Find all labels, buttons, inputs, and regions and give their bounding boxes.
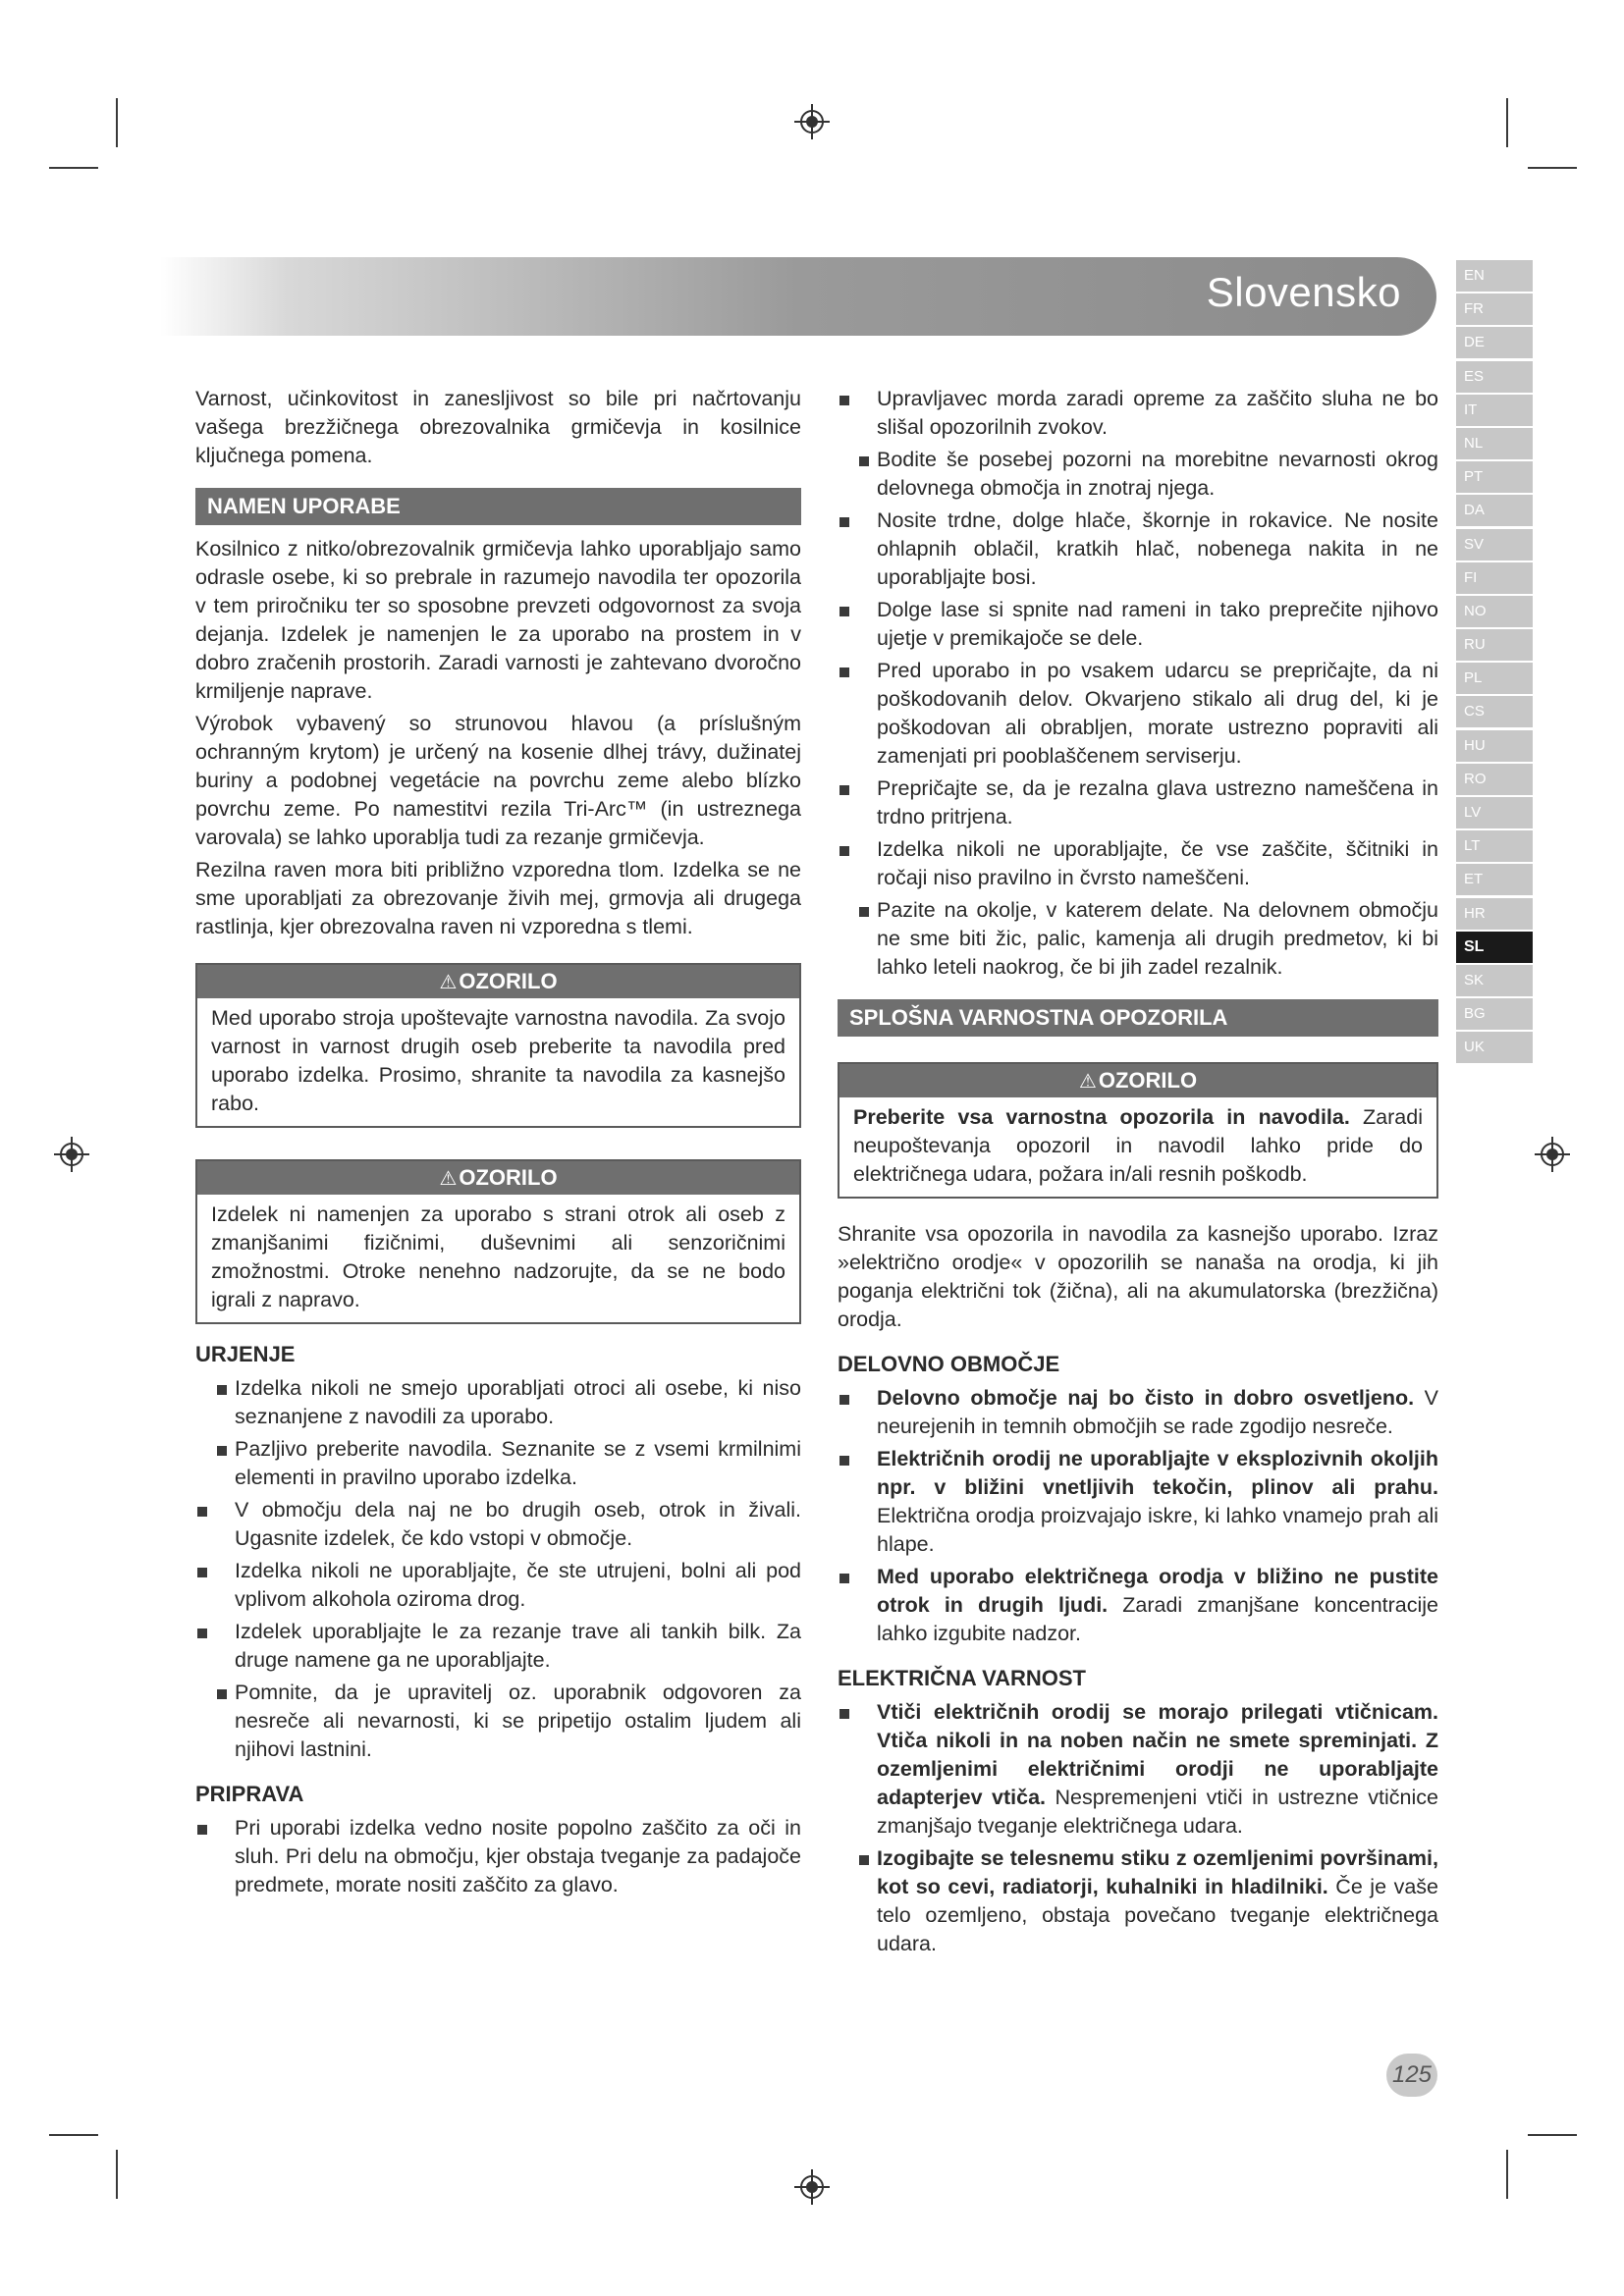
language-tab-sk[interactable]: SK	[1456, 965, 1533, 996]
language-header-bar	[160, 257, 1436, 336]
language-tab-bg[interactable]: BG	[1456, 998, 1533, 1030]
crop-mark	[1506, 98, 1508, 147]
list-item: Bodite še posebej pozorni na morebitne nevarnosti okrog delovnega območja in znotraj njega.	[838, 446, 1438, 503]
list-item	[838, 1698, 1438, 1841]
language-tab-lt[interactable]: LT	[1456, 830, 1533, 862]
list-item: Nosite trdne, dolge hlače, škornje in rokavice. Ne nosite ohlapnih oblačil, kratkih hlač, nobenega nakita in ne uporabljajte bosi.	[838, 507, 1438, 592]
list-item: Pomnite, da je upravitelj oz. uporabnik odgovoren za nesreče ali nevarnosti, ki se pripetijo ostalim ljudem ali njihovi lastnini.	[195, 1679, 801, 1764]
list-item: Pazljivo preberite navodila. Seznanite se z vsemi krmilnimi elementi in pravilno uporabo izdelka.	[195, 1435, 801, 1492]
registration-mark-icon	[1535, 1137, 1570, 1172]
crop-mark	[49, 167, 98, 169]
subheading: DELOVNO OBMOČJE	[838, 1352, 1060, 1376]
list-item: Pred uporabo in po vsakem udarcu se prepričajte, da ni poškodovanih delov. Okvarjeno stikalo ali drug del, ki je poškodovan ali obrabljen, morate ustrezno popraviti ali zamenjati pri pooblaščenem serviserju.	[838, 657, 1438, 771]
warning-text: Izdelek ni namenjen za uporabo s strani otrok ali oseb z zmanjšanimi fizičnimi, duševnimi ali senzoričnimi zmožnostmi. Otroke nenehno nadzorujte, da se ne bodo igrali z napravo.	[211, 1202, 785, 1311]
list-item-bold: Vtiči električnih orodij se morajo prilegati vtičnicam. Vtiča nikoli in na noben način ne smete spreminjati. Z ozemljenimi električnimi orodji ne uporabljajte adapterjev vtiča.	[877, 1700, 1438, 1809]
page-title: Slovensko	[1206, 269, 1401, 315]
page-number: 125	[1386, 2054, 1437, 2097]
section-heading: SPLOŠNA VARNOSTNA OPOZORILA	[838, 999, 1438, 1037]
list-item: Prepričajte se, da je rezalna glava ustrezno nameščena in trdno pritrjena.	[838, 774, 1438, 831]
list-item	[838, 1844, 1438, 1958]
warning-text	[839, 1097, 1436, 1197]
language-tab-fi[interactable]: FI	[1456, 562, 1533, 594]
list-item-text: Zaradi zmanjšane koncentracije lahko izgubite nadzor.	[877, 1593, 1439, 1645]
list-item: Izdelka nikoli ne uporabljajte, če ste utrujeni, bolni ali pod vplivom alkohola oziroma drog.	[195, 1557, 801, 1614]
list-item: Izdelka nikoli ne smejo uporabljati otroci ali osebe, ki niso seznanjene z navodili za uporabo.	[195, 1374, 801, 1431]
language-tab-pt[interactable]: PT	[1456, 461, 1533, 493]
list-item: Izdelka nikoli ne uporabljajte, če vse zaščite, ščitniki in ročaji niso pravilno in čvrsto nameščeni.	[838, 835, 1438, 892]
warning-box	[195, 963, 801, 1128]
list-item: Pri uporabi izdelka vedno nosite popolno zaščito za oči in sluh. Pri delu na območju, kjer obstaja tveganje za padajoče predmete, morate nositi zaščito za glavo.	[195, 1814, 801, 1899]
subheading: URJENJE	[195, 1342, 296, 1366]
list-item	[838, 1563, 1438, 1648]
warning-heading	[197, 965, 799, 998]
list-item: Izdelek uporabljajte le za rezanje trave ali tankih bilk. Za druge namene ga ne uporabljajte.	[195, 1618, 801, 1675]
language-tab-da[interactable]: DA	[1456, 495, 1533, 526]
warning-bold-text: Preberite vsa varnostna opozorila in navodila.	[853, 1105, 1350, 1129]
list-item	[838, 1445, 1438, 1559]
subheading: PRIPRAVA	[195, 1782, 304, 1806]
crop-mark	[1506, 2150, 1508, 2199]
language-tab-no[interactable]: NO	[1456, 596, 1533, 627]
list-item: V območju dela naj ne bo drugih oseb, otrok in živali. Ugasnite izdelek, če kdo vstopi v območje.	[195, 1496, 801, 1553]
list-item-text: V neurejenih in temnih območjih se rade zgodijo nesreče.	[877, 1386, 1438, 1438]
language-tab-cs[interactable]: CS	[1456, 696, 1533, 727]
subheading: ELEKTRIČNA VARNOST	[838, 1666, 1086, 1690]
general-paragraph: Shranite vsa opozorila in navodila za kasnejšo uporabo. Izraz »električno orodje« v opozorilih se nanaša na orodja, ki jih poganja električni tok (žična), ali na akumulatorska (brezžična) orodja.	[838, 1222, 1438, 1331]
list-item-bold: Električnih orodij ne uporabljajte v eksplozivnih okoljih npr. v bližini vnetljivih tekočin, plinov ali prahu.	[877, 1447, 1438, 1499]
section-heading: NAMEN UPORABE	[195, 488, 801, 525]
list-item-text: Če je vaše telo ozemljeno, obstaja povečano tveganje električnega udara.	[877, 1875, 1438, 1955]
list-item-bold: Delovno območje naj bo čisto in dobro osvetljeno.	[877, 1386, 1415, 1410]
language-tab-sv[interactable]: SV	[1456, 529, 1533, 561]
language-tab-en[interactable]: EN	[1456, 260, 1533, 292]
language-tab-it[interactable]: IT	[1456, 395, 1533, 426]
language-tab-de[interactable]: DE	[1456, 327, 1533, 358]
language-tab-fr[interactable]: FR	[1456, 294, 1533, 325]
left-column	[195, 385, 801, 1903]
crop-mark	[116, 98, 118, 147]
warning-heading	[197, 1161, 799, 1195]
warning-rest-text: Zaradi neupoštevanja opozoril in navodil lahko pride do električnega udara, požara in/ali resnih poškodb.	[853, 1105, 1423, 1186]
crop-mark	[1528, 167, 1577, 169]
crop-mark	[49, 2134, 98, 2136]
list-item	[838, 1384, 1438, 1441]
language-tab-es[interactable]: ES	[1456, 361, 1533, 393]
language-tab-hu[interactable]: HU	[1456, 730, 1533, 762]
language-tab-et[interactable]: ET	[1456, 864, 1533, 895]
crop-mark	[1528, 2134, 1577, 2136]
warning-title: OZORILO	[459, 1165, 558, 1190]
warning-box	[195, 1159, 801, 1324]
registration-mark-icon	[54, 1137, 89, 1172]
language-tab-nl[interactable]: NL	[1456, 428, 1533, 459]
crop-mark	[116, 2150, 118, 2199]
list-item-text: Električna orodja proizvajajo iskre, ki lahko vnamejo prah ali hlape.	[877, 1504, 1438, 1556]
warning-text: Med uporabo stroja upoštevajte varnostna navodila. Za svojo varnost in varnost drugih oseb preberite ta navodila pred uporabo izdelka. Prosimo, shranite ta navodila za kasnejšo rabo.	[211, 1006, 785, 1115]
list-item: Dolge lase si spnite nad rameni in tako preprečite njihovo ujetje v premikajoče se dele.	[838, 596, 1438, 653]
purpose-paragraph: Kosilnico z nitko/obrezovalnik grmičevja lahko uporabljajo samo odrasle osebe, ki so prebrale in razumejo navodila ter opozorila v tem priročniku ter so sposobne prevzeti odgovornost za svoja dejanja. Izdelek je namenjen le za uporabo na prostem in v dobro zračenih prostorih. Zaradi varnosti je zahtevano dvoročno krmiljenje naprave.	[195, 537, 801, 703]
purpose-paragraph: Rezilna raven mora biti približno vzporedna tlom. Izdelka se ne sme uporabljati za obrezovanje živih mej, grmovja ali drugega rastlinja, kjer obrezovalna raven ni vzporedna s tlemi.	[195, 858, 801, 938]
intro-paragraph: Varnost, učinkovitost in zanesljivost so bile pri načrtovanju vašega brezžičnega obrezovalnika grmičevja in kosilnice ključnega pomena.	[195, 387, 801, 467]
warning-heading	[839, 1064, 1436, 1097]
list-item: Upravljavec morda zaradi opreme za zaščito sluha ne bo slišal opozorilnih zvokov.	[838, 385, 1438, 442]
registration-mark-icon	[794, 104, 830, 139]
language-tab-uk[interactable]: UK	[1456, 1032, 1533, 1063]
language-tab-pl[interactable]: PL	[1456, 663, 1533, 694]
right-column	[838, 385, 1438, 1962]
list-item: Pazite na okolje, v katerem delate. Na delovnem območju ne sme biti žic, palic, kamenja ali drugih predmetov, ki bi lahko leteli naokrog, če bi jih zadel rezalnik.	[838, 896, 1438, 982]
warning-icon: ⚠	[1078, 1071, 1097, 1093]
warning-title: OZORILO	[459, 969, 558, 993]
list-item-bold: Med uporabo električnega orodja v bližino ne pustite otrok in drugih ljudi.	[877, 1565, 1438, 1617]
registration-mark-icon	[794, 2169, 830, 2205]
language-tab-ro[interactable]: RO	[1456, 764, 1533, 795]
warning-icon: ⚠	[439, 972, 458, 993]
list-item-text: Nespremenjeni vtiči in ustrezne vtičnice zmanjšajo tveganje električnega udara.	[877, 1786, 1438, 1838]
list-item-bold: Izogibajte se telesnemu stiku z ozemljenimi površinami, kot so cevi, radiatorji, kuhalniki in hladilniki.	[877, 1846, 1438, 1898]
language-tab-ru[interactable]: RU	[1456, 629, 1533, 661]
warning-title: OZORILO	[1098, 1068, 1198, 1093]
language-tab-lv[interactable]: LV	[1456, 797, 1533, 828]
purpose-paragraph: Výrobok vybavený so strunovou hlavou (a príslušným ochranným krytom) je určený na kosenie dlhej trávy, dužinatej buriny a podobnej vegetácie na povrchu zeme alebo blízko povrchu zeme. Po namestitvi rezila Tri-Arc™ (in ustreznega varovala) se lahko uporablja tudi za rezanje grmičevja.	[195, 712, 801, 849]
warning-box	[838, 1062, 1438, 1199]
language-tab-hr[interactable]: HR	[1456, 898, 1533, 930]
language-tabs	[1456, 260, 1533, 1066]
warning-icon: ⚠	[439, 1168, 458, 1190]
language-tab-sl[interactable]: SL	[1456, 932, 1533, 963]
